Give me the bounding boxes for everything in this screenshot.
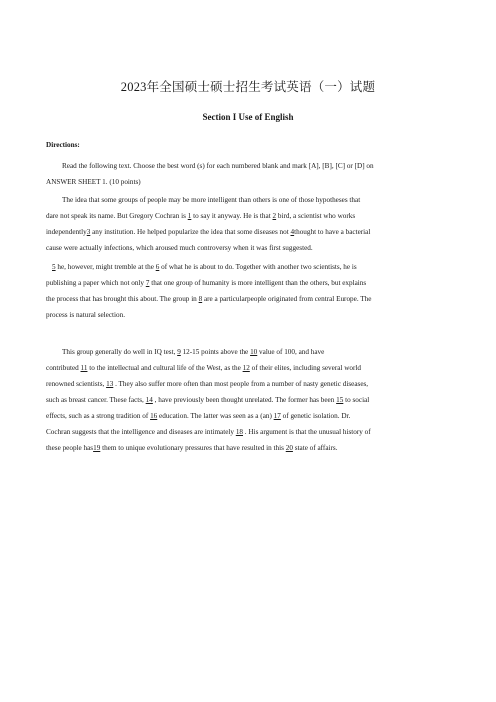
- blank-18: 18: [235, 428, 243, 436]
- text-run: he, however, might tremble at the: [55, 263, 156, 271]
- blank-1: 1: [187, 212, 192, 220]
- blank-9: 9: [177, 348, 181, 356]
- blank-13: 13: [106, 380, 114, 388]
- text-run: publishing a paper which not only: [46, 279, 146, 287]
- text-run: , have previously been thought unrelated. The former has been: [152, 396, 337, 404]
- text-run: to social: [343, 396, 370, 404]
- blank-16: 16: [150, 412, 158, 420]
- blank-15: 15: [336, 396, 344, 404]
- text-line: [46, 440, 452, 456]
- text-run: the process that has brought this about. The group in: [46, 295, 199, 303]
- directions-paragraph: [46, 158, 452, 190]
- blank-11: 11: [80, 364, 88, 372]
- blank-6: 6: [155, 263, 160, 271]
- text-run: any institution. He helped popularize the idea that some diseases not: [90, 228, 291, 236]
- text-run: . They also suffer more often than most people from a number of nasty genetic diseases,: [113, 380, 369, 388]
- text-line: [46, 208, 452, 224]
- blank-19: 19: [93, 444, 101, 452]
- text-run: contributed: [46, 364, 81, 372]
- text-run: of what he is about to do. Together with another two scientists, he is: [159, 263, 357, 271]
- text-run: that one group of humanity is more intelligent than the others, but explains: [149, 279, 367, 287]
- passage-paragraph-3: [46, 344, 452, 456]
- text-line: [46, 360, 452, 376]
- blank-10: 10: [250, 348, 258, 356]
- text-run: effects, such as a strong tradition of: [46, 412, 151, 420]
- text-run: . His argument is that the unusual history of: [243, 428, 371, 436]
- text-line: process is natural selection.: [46, 311, 126, 319]
- text-run: of genetic isolation. Dr.: [280, 412, 351, 420]
- text-run: them to unique evolutionary pressures that have resulted in this: [100, 444, 286, 452]
- text-run: This group generally do well in IQ test,: [62, 348, 178, 356]
- text-line: [46, 392, 452, 408]
- blank-8: 8: [198, 295, 203, 303]
- text-line: [46, 259, 452, 275]
- directions-label: Directions:: [46, 141, 80, 149]
- text-line: Read the following text. Choose the best word (s) for each numbered blank and mark [A], [B], [C] or [D] on: [62, 162, 374, 170]
- text-run: dare not speak its name. But Gregory Cochran is: [46, 212, 188, 220]
- text-run: state of affairs.: [292, 444, 338, 452]
- passage-paragraph-1: [46, 192, 452, 256]
- text-run: are a particularpeople originated from central Europe. The: [202, 295, 372, 303]
- text-line: ANSWER SHEET 1. (10 points): [46, 178, 141, 186]
- blank-4: 4: [290, 228, 295, 236]
- text-line: [46, 424, 452, 440]
- blank-17: 17: [273, 412, 281, 420]
- page-title: 2023年全国硕士硕士招生考试英语（一）试题: [120, 80, 376, 94]
- blank-12: 12: [242, 364, 250, 372]
- text-line: [46, 408, 452, 424]
- blank-3: 3: [86, 228, 91, 236]
- text-line: [46, 344, 452, 360]
- passage-paragraph-2: [46, 259, 452, 323]
- text-run: thought to have a bacterial: [294, 228, 371, 236]
- text-run: bird, a scientist who works: [276, 212, 356, 220]
- text-run: value of 100, and have: [257, 348, 325, 356]
- section-title: Section I Use of English: [202, 112, 294, 122]
- text-line: [46, 291, 452, 307]
- text-run: to the intellectual and cultural life of the West, as the: [87, 364, 243, 372]
- text-line: [46, 275, 452, 291]
- text-run: independently: [46, 228, 87, 236]
- blank-14: 14: [145, 396, 153, 404]
- text-line: [46, 224, 452, 240]
- text-line: The idea that some groups of people may be more intelligent than others is one of those hypotheses that: [62, 196, 361, 204]
- blank-20: 20: [285, 444, 293, 452]
- text-run: renowned scientists,: [46, 380, 107, 388]
- text-line: [46, 376, 452, 392]
- text-run: these people has: [46, 444, 94, 452]
- text-run: such as breast cancer. These facts,: [46, 396, 146, 404]
- blank-7: 7: [145, 279, 150, 287]
- text-run: education. The latter was seen as a (an): [157, 412, 274, 420]
- text-run: 12-15 points above the: [180, 348, 251, 356]
- text-run: Cochran suggests that the intelligence and diseases are intimately: [46, 428, 236, 436]
- text-run: of their elites, including several world: [249, 364, 361, 372]
- text-run: to say it anyway. He is that: [191, 212, 273, 220]
- text-line: cause were actually infections, which aroused much controversy when it was first suggested.: [46, 244, 313, 252]
- blank-5: 5: [52, 263, 56, 271]
- blank-2: 2: [272, 212, 277, 220]
